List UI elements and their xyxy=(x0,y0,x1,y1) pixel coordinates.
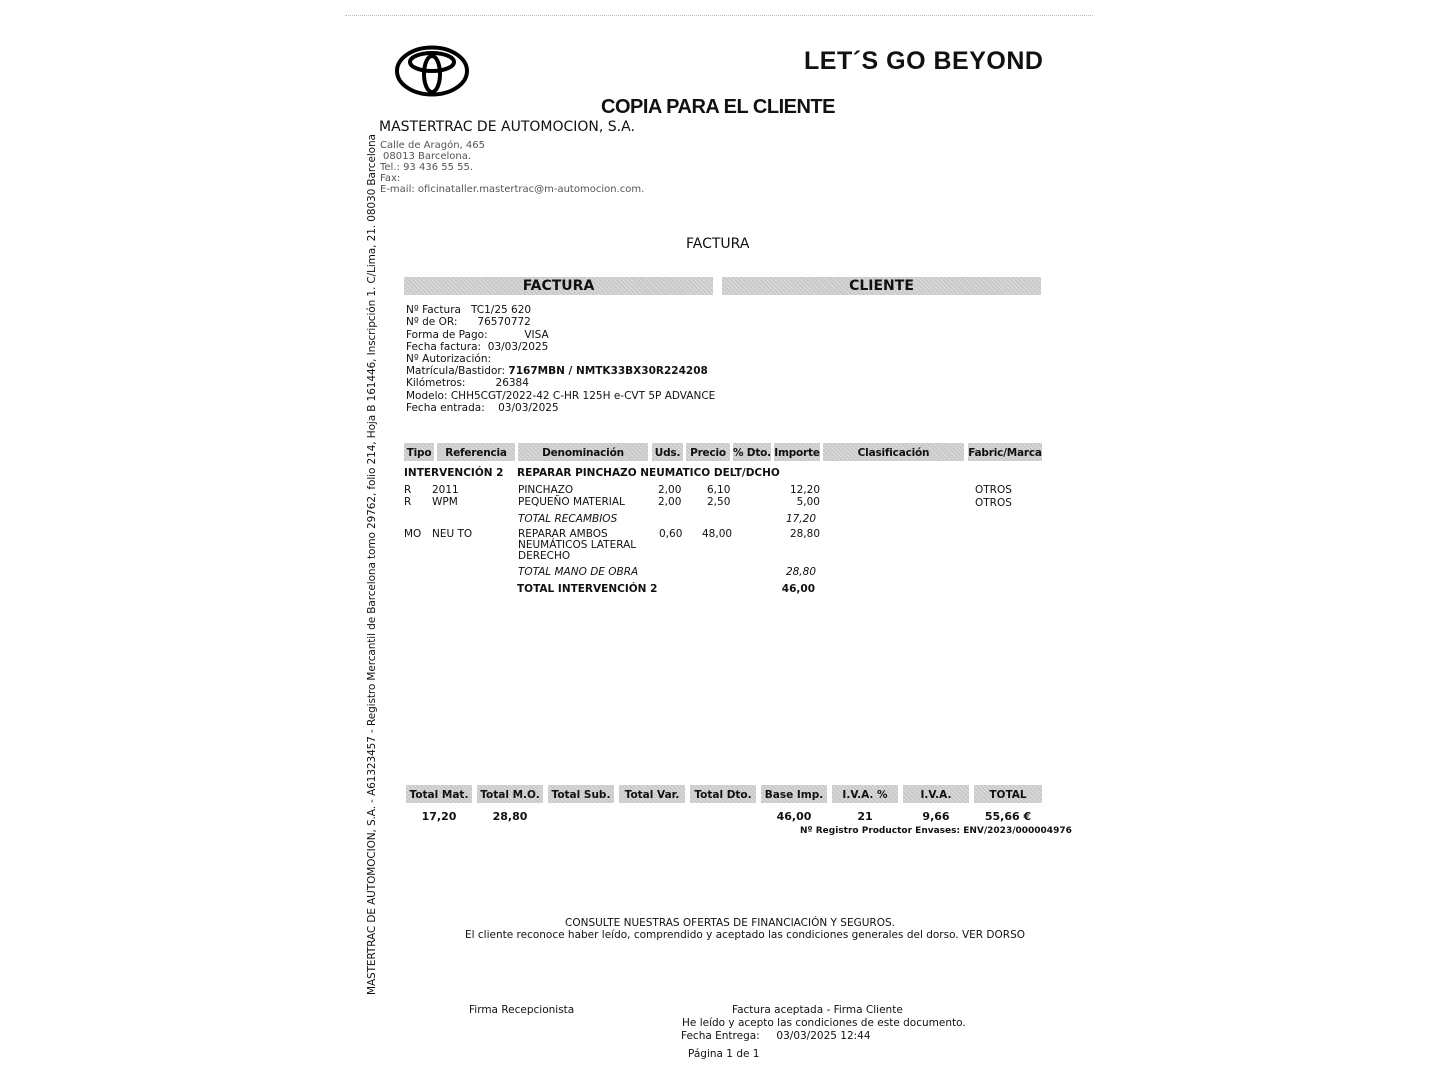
footer-offers: CONSULTE NUESTRAS OFERTAS DE FINANCIACIÓN Y SEGUROS. xyxy=(565,917,895,929)
row-referencia: NEU TO xyxy=(432,528,473,540)
row-marca: OTROS xyxy=(975,497,1012,509)
totals-value-total: 55,66 € xyxy=(984,810,1032,823)
row-importe: 12,20 xyxy=(789,484,820,496)
col-header-dto: % Dto. xyxy=(733,443,771,461)
company-name: MASTERTRAC DE AUTOMOCION, S.A. xyxy=(379,119,635,135)
plate-vin: Matrícula/Bastidor: 7167MBN / NMTK33BX30R224208 xyxy=(406,365,708,377)
footer-conditions: El cliente reconoce haber leído, comprendido y aceptado las condiciones generales del dorso. VER DORSO xyxy=(465,929,1026,941)
invoice-number: Nº Factura TC1/25 620 xyxy=(406,304,532,316)
row-importe: 28,80 xyxy=(789,528,820,540)
totals-header-total: TOTAL xyxy=(974,785,1042,803)
row-uds: 0,60 xyxy=(659,528,683,540)
col-header-marca: Fabric/Marca xyxy=(968,443,1042,461)
col-header-importe: Importe xyxy=(774,443,820,461)
row-importe: 5,00 xyxy=(796,496,820,508)
row-denominacion: PEQUEÑO MATERIAL xyxy=(518,496,625,508)
signature-receptionist: Firma Recepcionista xyxy=(469,1004,575,1016)
totals-header-base: Base Imp. xyxy=(761,785,827,803)
delivery-date: Fecha Entrega: 03/03/2025 12:44 xyxy=(681,1030,871,1042)
row-marca: OTROS xyxy=(975,484,1012,496)
acceptance-text: He leído y acepto las condiciones de este documento. xyxy=(682,1017,966,1029)
totals-value-mo: 28,80 xyxy=(492,810,528,823)
row-referencia: WPM xyxy=(432,496,458,508)
row-denominacion-cont: DERECHO xyxy=(518,550,571,562)
row-tipo: MO xyxy=(404,528,422,540)
total-recambios-label: TOTAL RECAMBIOS xyxy=(518,513,618,525)
email-line: E-mail: oficinataller.mastertrac@m-automocion.com. xyxy=(380,184,645,195)
document-title: FACTURA xyxy=(686,236,750,252)
totals-header-iva: I.V.A. xyxy=(903,785,969,803)
totals-header-iva-pct: I.V.A. % xyxy=(832,785,898,803)
envases-registry: Nº Registro Productor Envases: ENV/2023/000004976 xyxy=(800,826,1072,836)
copy-title: COPIA PARA EL CLIENTE xyxy=(601,96,835,118)
row-precio: 48,00 xyxy=(702,528,733,540)
totals-value-mat: 17,20 xyxy=(421,810,457,823)
brand-slogan: LET´S GO BEYOND xyxy=(804,47,1044,75)
page-number: Página 1 de 1 xyxy=(688,1048,760,1060)
row-denominacion: REPARAR AMBOS xyxy=(518,528,608,540)
factura-header: FACTURA xyxy=(404,277,713,295)
row-tipo: R xyxy=(404,496,412,508)
cliente-header: CLIENTE xyxy=(722,277,1041,295)
intervention-label: INTERVENCIÓN 2 xyxy=(404,467,504,479)
row-precio: 2,50 xyxy=(707,496,731,508)
row-denominacion: PINCHAZO xyxy=(518,484,574,496)
col-header-uds: Uds. xyxy=(652,443,683,461)
or-number: Nº de OR: 76570772 xyxy=(406,316,531,328)
intervention-description: REPARAR PINCHAZO NEUMATICO DELT/DCHO xyxy=(517,467,780,479)
total-intervention-value: 46,00 xyxy=(781,583,815,595)
row-uds: 2,00 xyxy=(658,496,682,508)
total-mo-label: TOTAL MANO DE OBRA xyxy=(518,566,639,578)
totals-value-base: 46,00 xyxy=(776,810,812,823)
row-referencia: 2011 xyxy=(432,484,459,496)
totals-header-mo: Total M.O. xyxy=(477,785,543,803)
totals-header-mat: Total Mat. xyxy=(406,785,472,803)
totals-value-iva: 9,66 xyxy=(922,810,950,823)
col-header-clasificacion: Clasificación xyxy=(823,443,964,461)
authorization: Nº Autorización: xyxy=(406,353,492,365)
registry-vertical-text: MASTERTRAC DE AUTOMOCION, S.A. - A61323457 - Registro Mercantil de Barcelona tomo 29762, folio 214, Hoja B 161446, Inscripción 1. C/Lima, 21. 08030 Barcelona xyxy=(366,134,378,995)
col-header-tipo: Tipo xyxy=(404,443,434,461)
row-denominacion-cont: NEUMÁTICOS LATERAL xyxy=(518,539,637,551)
address-line: Calle de Aragón, 465 xyxy=(380,140,486,151)
payment-method: Forma de Pago: VISA xyxy=(406,329,549,341)
row-uds: 2,00 xyxy=(658,484,682,496)
kilometers: Kilómetros: 26384 xyxy=(406,377,529,389)
signature-client: Factura aceptada - Firma Cliente xyxy=(732,1004,903,1016)
totals-header-var: Total Var. xyxy=(619,785,685,803)
row-tipo: R xyxy=(404,484,412,496)
total-mo-value: 28,80 xyxy=(785,566,816,578)
totals-header-dto: Total Dto. xyxy=(690,785,756,803)
totals-value-iva-pct: 21 xyxy=(857,810,873,823)
total-intervention-label: TOTAL INTERVENCIÓN 2 xyxy=(517,583,658,595)
address-line: 08013 Barcelona. xyxy=(383,151,472,162)
toyota-logo-icon xyxy=(394,45,470,97)
top-border xyxy=(345,15,1093,16)
col-header-referencia: Referencia xyxy=(437,443,515,461)
entry-date: Fecha entrada: 03/03/2025 xyxy=(406,402,559,414)
total-recambios-value: 17,20 xyxy=(785,513,816,525)
col-header-precio: Precio xyxy=(686,443,730,461)
totals-header-sub: Total Sub. xyxy=(548,785,614,803)
row-precio: 6,10 xyxy=(707,484,731,496)
invoice-date: Fecha factura: 03/03/2025 xyxy=(406,341,549,353)
col-header-denominacion: Denominación xyxy=(518,443,648,461)
phone-line: Tel.: 93 436 55 55. xyxy=(380,162,474,173)
fax-line: Fax: xyxy=(380,173,401,184)
vehicle-model: Modelo: CHH5CGT/2022-42 C-HR 125H e-CVT 5P ADVANCE xyxy=(406,390,716,402)
